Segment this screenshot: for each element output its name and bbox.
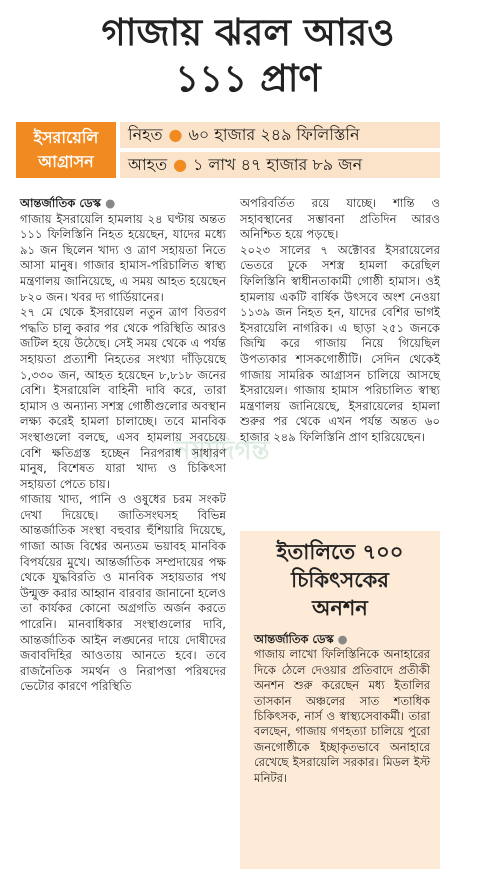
sidebar-title-line-3: অনশন: [312, 596, 368, 620]
desk-label: আন্তর্জাতিক ডেস্ক ●: [254, 632, 348, 646]
bullet-icon: ●: [105, 196, 116, 210]
bullet-icon: ●: [337, 632, 348, 646]
bullet-icon: ●: [173, 155, 188, 174]
stats-row-killed: [120, 122, 440, 148]
watermark: নয়াদিগন্ত: [175, 436, 270, 466]
article-paragraph: গাজায় ইসরায়েলি হামলায় ২৪ ঘণ্টায় অন্তত ১১১ ফিলিস্তিনি নিহত হয়েছেন, যাদের মধ্যে ৯১ জন ছিলেন খাদ্য ও ত্রাণ সহায়তা নিতে আসা মানুষ। গাজার হামাস-পরিচালিত স্বাস্থ্য মন্ত্রণালয় জানিয়েছে, এ সময় আহত হয়েছেন ৮২০ জন। খবর দ্য গার্ডিয়ানের।: [20, 211, 226, 304]
stats-label-line-2: আগ্রাসন: [38, 152, 94, 171]
stats-row-value: ৬০ হাজার ২৪৯ ফিলিস্তিনি: [188, 125, 360, 144]
article-paragraph: অপরিবর্তিত রয়ে যাচ্ছে। শান্তি ও সহাবস্থানের সম্ভাবনা প্রতিদিন আরও অনিশ্চিত হয়ে পড়ছে।: [240, 196, 440, 242]
sidebar-body: [254, 632, 430, 786]
sidebar-paragraph: গাজায় লাখো ফিলিস্তিনিকে অনাহারের দিকে ঠেলে দেওয়ার প্রতিবাদে প্রতীকী অনশন শুরু করেছেন মধ্য ইতালির তাসকান অঞ্চলের সাত শতাধিক চিকিৎসক, নার্স ও স্বাস্থ্যসেবাকর্মী। তারা বলছেন, গাজায় গণহত্যা চালিয়ে পুরো জনগোষ্ঠীকে ইচ্ছাকৃতভাবে অনাহারে রেখেছে ইসরায়েলি সরকার। মিডল ইস্ট মনিটর।: [254, 647, 430, 785]
desk-label: আন্তর্জাতিক ডেস্ক ●: [20, 196, 116, 210]
article-paragraph: গাজায় খাদ্য, পানি ও ওষুধের চরম সংকট দেখা দিয়েছে। জাতিসংঘসহ বিভিন্ন আন্তর্জাতিক সংস্থা বহুবার হুঁশিয়ারি দিয়েছে, গাজা আজ বিশ্বের অন্যতম ভয়াবহ মানবিক বিপর্যয়ের মুখে। আন্তর্জাতিক সম্প্রদায়ের পক্ষ থেকে যুদ্ধবিরতি ও মানবিক সহায়তার পথ উন্মুক্ত করার আহ্বান বারবার জানানো হলেও তা কার্যকর কোনো অগ্রগতি অর্জন করতে পারেনি। মানবাধিকার সংস্থাগুলোর দাবি, আন্তর্জাতিক আইন লঙ্ঘনের দায়ে দোষীদের জবাবদিহির আওতায় আনতে হবে। তবে রাজনৈতিক সমর্থন ও নিরাপত্তা পরিষদের ভেটোর কারণে পরিস্থিতি: [20, 492, 226, 694]
headline: [0, 10, 496, 102]
sidebar-title-line-1: ইতালিতে ৭০০: [276, 540, 404, 564]
stats-row-label: নিহত: [128, 125, 163, 144]
stats-row-label: আহত: [128, 155, 168, 174]
stats-label: [16, 122, 116, 178]
headline-line-2: ১১১ প্রাণ: [175, 57, 321, 100]
stats-box: [16, 122, 440, 178]
stats-label-line-1: ইসরায়েলি: [33, 128, 99, 147]
article-paragraph: ২০২৩ সালের ৭ অক্টোবর ইসরায়েলের ভেতরে ঢুকে সশস্ত্র হামলা করেছিল ফিলিস্তিনি স্বাধীনতাকামী গোষ্ঠী হামাস। ওই হামলায় একটি বার্ষিক উৎসবে অংশ নেওয়া ১১৩৯ জন নিহত হন, যাদের বেশির ভাগই ইসরায়েলি নাগরিক। এ ছাড়া ২৫১ জনকে জিম্মি করে গাজায় নিয়ে গিয়েছিল উপত্যকার শাসকগোষ্ঠীটি। সেদিন থেকেই গাজায় সামরিক আগ্রাসন চালিয়ে আসছে ইসরায়েল। গাজায় হামাস পরিচালিত স্বাস্থ্য মন্ত্রণালয় জানিয়েছে, ইসরায়েলের হামলা শুরুর পর থেকে এখন পর্যন্ত অন্তত ৬০ হাজার ২৪৯ ফিলিস্তিনি প্রাণ হারিয়েছেন।: [240, 242, 440, 444]
sidebar-title: [248, 538, 432, 622]
article-column-2: [240, 196, 440, 446]
article-column-1: [20, 196, 226, 695]
headline-line-1: গাজায় ঝরল আরও: [101, 11, 395, 54]
bullet-icon: ●: [168, 125, 183, 144]
stats-row-value: ১ লাখ ৪৭ হাজার ৮৯ জন: [193, 155, 363, 174]
article-paragraph: ২৭ মে থেকে ইসরায়েল নতুন ত্রাণ বিতরণ পদ্ধতি চালু করার পর থেকে পরিস্থিতি আরও জটিল হয়ে উঠেছে। সেই সময় থেকে এ পর্যন্ত সহায়তা প্রত্যাশী নিহতের সংখ্যা দাঁড়িয়েছে ১,৩৩০ জন, আহত হয়েছেন ৮,৮১৮ জনের বেশি। ইসরায়েলি বাহিনী দাবি করে, তারা হামাস ও অন্যান্য সশস্ত্র গোষ্ঠীগুলোর অবস্থান লক্ষ্য করেই হামলা চালাচ্ছে। তবে মানবিক সংস্থাগুলো বলছে, এসব হামলায় সবচেয়ে বেশি ক্ষতিগ্রস্ত হচ্ছেন নিরপরাধ সাধারণ মানুষ, বিশেষত যারা খাদ্য ও চিকিৎসা সহায়তা পেতে চায়।: [20, 305, 226, 491]
sidebar-title-line-2: চিকিৎসকের: [291, 568, 389, 592]
stats-row-injured: [120, 152, 440, 178]
